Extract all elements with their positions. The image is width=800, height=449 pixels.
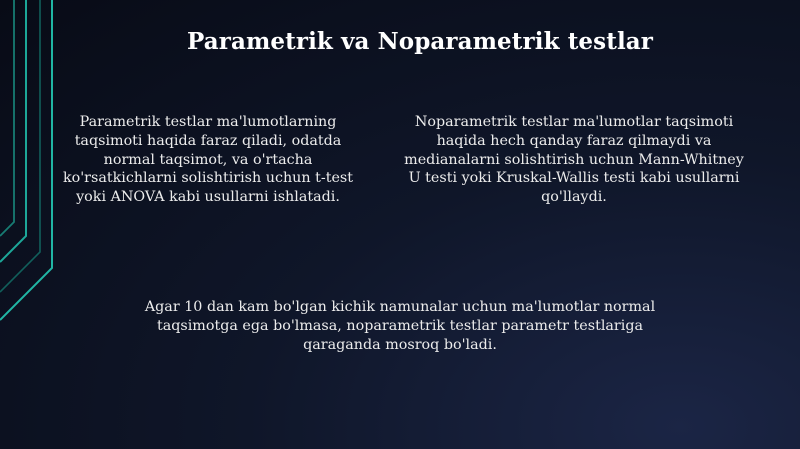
conclusion-text: Agar 10 dan kam bo'lgan kichik namunalar uchun ma'lumotlar normal taqsimotga ega bo'lmasa, noparametrik testlar parametr testlariga qaraganda mosroq bo'ladi.	[144, 299, 656, 353]
nonparametric-description: Noparametrik testlar ma'lumotlar taqsimoti haqida hech qanday faraz qilmaydi va medianalarni solishtirish uchun Mann-Whitney U testi yoki Kruskal-Wallis testi kabi usullarni qo'llaydi.	[404, 114, 744, 206]
parametric-description: Parametrik testlar ma'lumotlarning taqsimoti haqida faraz qiladi, odatda normal taqsimot, va o'rtacha ko'rsatkichlarni solishtirish uchun t-test yoki ANOVA kabi usullarni ishlatadi.	[62, 114, 354, 206]
slide-title: Parametrik va Noparametrik testlar	[186, 28, 654, 55]
decorative-lines	[0, 0, 70, 449]
